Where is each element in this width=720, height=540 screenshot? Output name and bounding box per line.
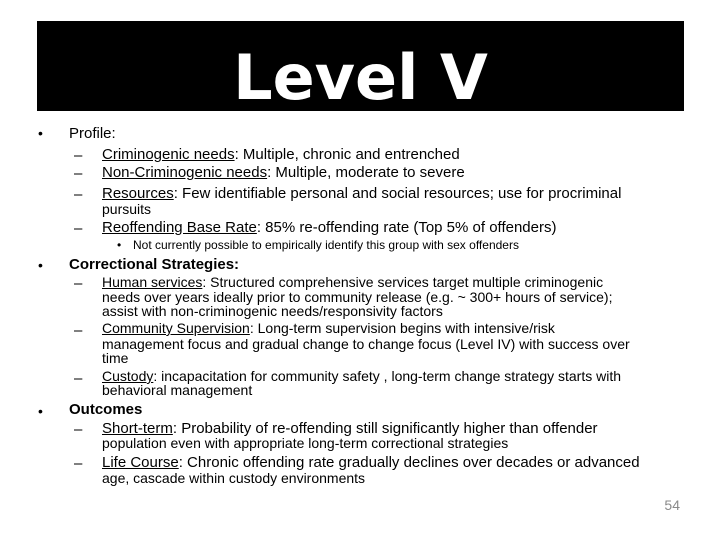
- dash-marker: –: [74, 275, 83, 292]
- title-bar: [37, 21, 684, 114]
- strategy-community-supervision-cont: time: [102, 350, 129, 366]
- profile-sub-note: Not currently possible to empirically identify this group with sex offenders: [133, 238, 519, 252]
- item-text: : Chronic offending rate gradually declines over decades or advanced: [178, 454, 640, 471]
- item-text: : Multiple, chronic and entrenched: [234, 146, 460, 163]
- profile-item-resources-cont: pursuits: [102, 201, 152, 217]
- dash-marker: –: [74, 455, 83, 472]
- dash-marker: –: [74, 165, 83, 182]
- strategy-community-supervision: [102, 322, 555, 335]
- dash-marker: –: [74, 421, 83, 438]
- strategy-community-supervision-cont: management focus and gradual change to change focus (Level IV) with success over: [102, 336, 630, 352]
- item-term: Short-term: [102, 420, 173, 437]
- profile-item-noncriminogenic: [102, 165, 465, 181]
- outcomes-heading: Outcomes: [69, 401, 143, 418]
- outcome-life-course: [102, 455, 640, 471]
- item-term: Life Course: [102, 454, 179, 471]
- item-term: Non-Criminogenic needs: [102, 164, 268, 181]
- strategies-heading: Correctional Strategies:: [69, 256, 240, 273]
- item-text: : Multiple, moderate to severe: [267, 164, 465, 181]
- item-term: Reoffending Base Rate: [102, 219, 257, 236]
- strategy-human-services-cont: assist with non-criminogenic needs/responsivity factors: [102, 303, 443, 319]
- item-term: Resources: [102, 185, 174, 202]
- dash-marker: –: [74, 147, 83, 164]
- outcome-short-term-cont: population even with appropriate long-term correctional strategies: [102, 435, 509, 451]
- slide-title: Level V: [233, 41, 488, 114]
- profile-item-reoffending: [102, 220, 556, 236]
- dash-marker: –: [74, 220, 83, 237]
- slide-number: 54: [664, 497, 680, 513]
- item-text: : Probability of re-offending still significantly higher than offender: [172, 420, 598, 437]
- bullet-dot: •: [38, 257, 43, 273]
- dash-marker: –: [74, 186, 83, 203]
- outcome-life-course-cont: age, cascade within custody environments: [102, 470, 366, 486]
- strategy-custody-cont: behavioral management: [102, 382, 253, 398]
- item-term: Community Supervision: [102, 320, 250, 336]
- profile-heading: Profile:: [69, 125, 116, 142]
- strategy-human-services-cont: needs over years ideally prior to community release (e.g. ~ 300+ hours of service);: [102, 289, 613, 305]
- dash-marker: –: [74, 322, 83, 339]
- item-term: Human services: [102, 274, 203, 290]
- item-text: : Few identifiable personal and social resources; use for procriminal: [173, 185, 622, 202]
- item-text: : Structured comprehensive services target multiple criminogenic: [202, 274, 604, 290]
- item-term: Custody: [102, 368, 154, 384]
- bullet-dot: •: [38, 403, 43, 419]
- profile-item-resources: [102, 186, 621, 202]
- strategy-human-services: [102, 276, 603, 289]
- sub-bullet-dot: •: [117, 238, 122, 252]
- dash-marker: –: [74, 370, 83, 387]
- bullet-dot: •: [38, 125, 43, 141]
- item-text: : Long-term supervision begins with intensive/risk: [249, 320, 555, 336]
- item-term: Criminogenic needs: [102, 146, 235, 163]
- item-text: : incapacitation for community safety , long-term change strategy starts with: [153, 368, 622, 384]
- profile-item-criminogenic: [102, 147, 460, 163]
- item-text: : 85% re-offending rate (Top 5% of offenders): [256, 219, 557, 236]
